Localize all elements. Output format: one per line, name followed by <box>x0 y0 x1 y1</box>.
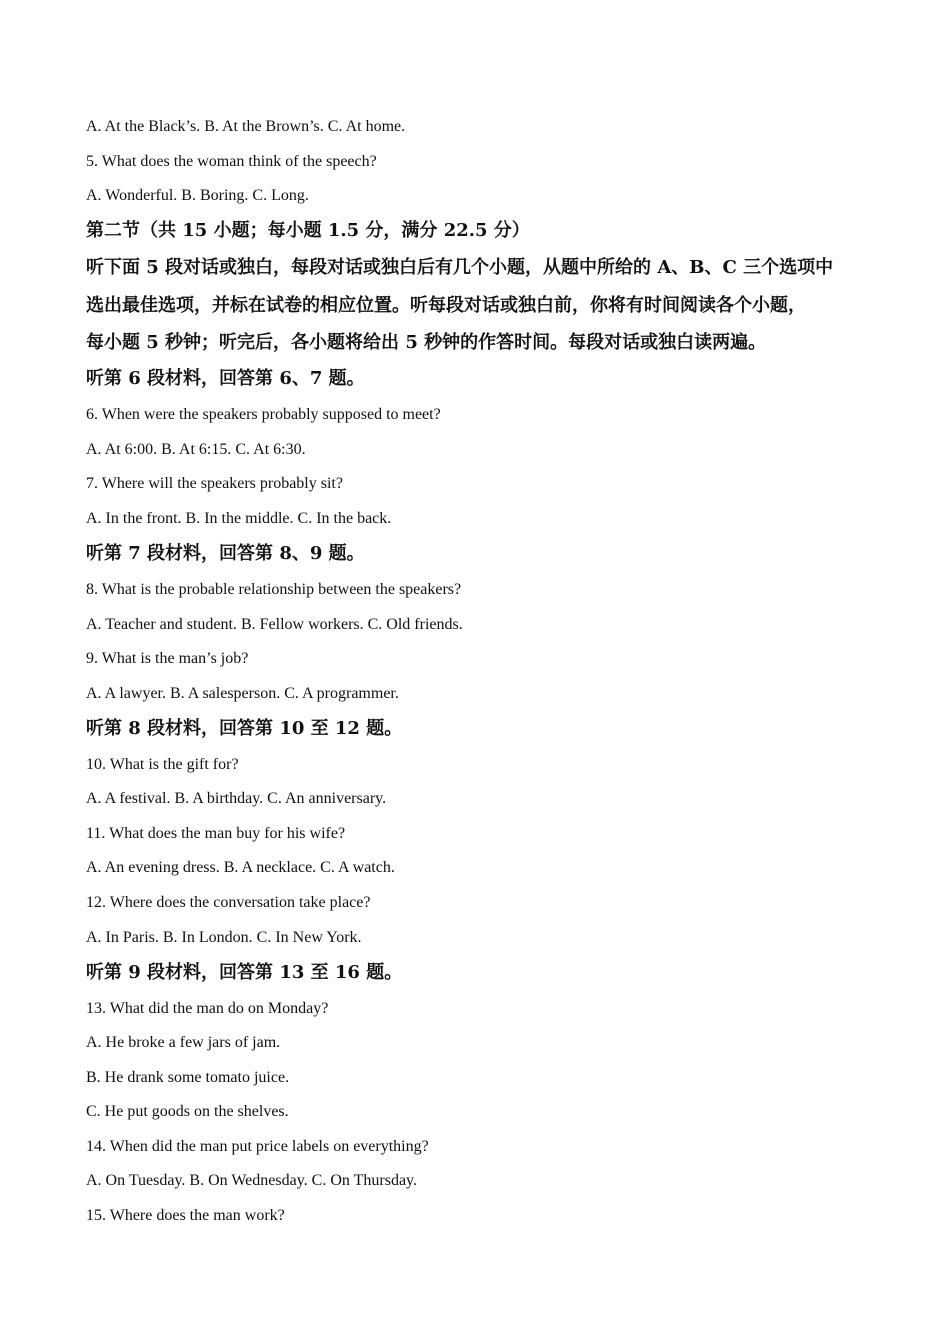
question-10: 10. What is the gift for? <box>86 756 239 773</box>
option-line-q7: A. In the front. B. In the middle. C. In the back. <box>86 510 392 527</box>
question-15: 15. Where does the man work? <box>86 1207 285 1224</box>
option-line-q12: A. In Paris. B. In London. C. In New York. <box>86 929 362 946</box>
material-6-heading: 听第 6 段材料，回答第 6、7 题。 <box>86 368 365 389</box>
option-line-q9: A. A lawyer. B. A salesperson. C. A programmer. <box>86 685 399 702</box>
option-b-q13: B. He drank some tomato juice. <box>86 1069 290 1086</box>
option-c-q13: C. He put goods on the shelves. <box>86 1103 289 1120</box>
instructions-line-1: 听下面 5 段对话或独白，每段对话或独白后有几个小题，从题中所给的 A、B、C 三个选项中 <box>86 257 834 278</box>
option-line-q6: A. At 6:00. B. At 6:15. C. At 6:30. <box>86 441 306 458</box>
question-13: 13. What did the man do on Monday? <box>86 1000 329 1017</box>
question-8: 8. What is the probable relationship between the speakers? <box>86 581 462 598</box>
section-heading: 第二节（共 15 小题；每小题 1.5 分，满分 22.5 分） <box>86 220 530 241</box>
option-line-q8: A. Teacher and student. B. Fellow workers. C. Old friends. <box>86 616 463 633</box>
material-7-heading: 听第 7 段材料，回答第 8、9 题。 <box>86 543 365 564</box>
option-line-q14: A. On Tuesday. B. On Wednesday. C. On Thursday. <box>86 1172 417 1189</box>
question-12: 12. Where does the conversation take place? <box>86 894 371 911</box>
question-14: 14. When did the man put price labels on everything? <box>86 1138 429 1155</box>
instructions-line-3: 每小题 5 秒钟；听完后，各小题将给出 5 秒钟的作答时间。每段对话或独白读两遍。 <box>86 332 767 353</box>
instructions-line-2: 选出最佳选项，并标在试卷的相应位置。听每段对话或独白前，你将有时间阅读各个小题， <box>86 295 806 316</box>
question-7: 7. Where will the speakers probably sit? <box>86 475 343 492</box>
option-line-q5: A. Wonderful. B. Boring. C. Long. <box>86 187 309 204</box>
question-5: 5. What does the woman think of the speech? <box>86 153 377 170</box>
option-a-q13: A. He broke a few jars of jam. <box>86 1034 281 1051</box>
question-11: 11. What does the man buy for his wife? <box>86 825 346 842</box>
material-8-heading: 听第 8 段材料，回答第 10 至 12 题。 <box>86 718 403 739</box>
option-line-q4: A. At the Black’s. B. At the Brown’s. C. At home. <box>86 118 406 135</box>
material-9-heading: 听第 9 段材料，回答第 13 至 16 题。 <box>86 962 403 983</box>
option-line-q10: A. A festival. B. A birthday. C. An anniversary. <box>86 790 387 807</box>
question-9: 9. What is the man’s job? <box>86 650 249 667</box>
option-line-q11: A. An evening dress. B. A necklace. C. A watch. <box>86 859 395 876</box>
question-6: 6. When were the speakers probably supposed to meet? <box>86 406 441 423</box>
